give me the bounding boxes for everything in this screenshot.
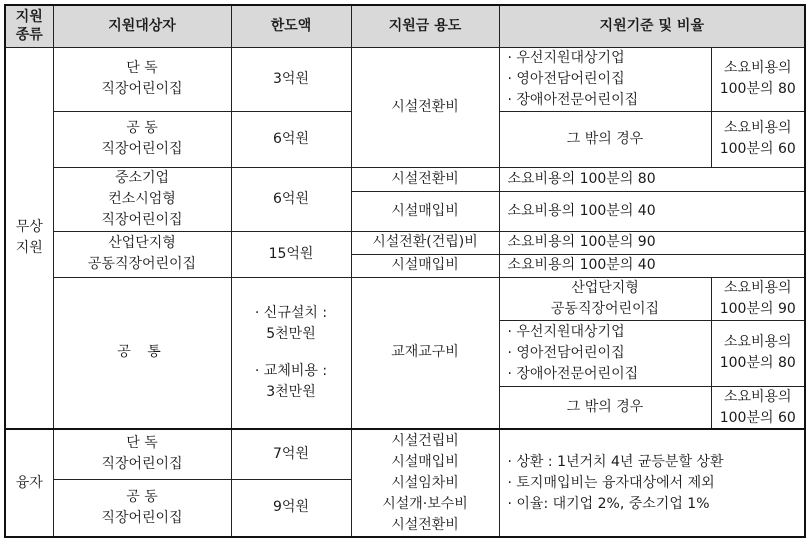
list-item: · 장애아전문어린이집 — [507, 91, 639, 108]
grant-other-case: 그 밖의 경우 — [499, 111, 711, 167]
header-use: 지원금 용도 — [351, 5, 499, 47]
grant-industrial-use-1: 시설전환(건립)비 — [351, 231, 499, 254]
grant-sme-target: 중소기업 컨소시엄형 직장어린이집 — [53, 167, 231, 231]
support-table — [4, 4, 806, 538]
grant-common-other-case: 그 밖의 경우 — [499, 386, 711, 429]
grant-common-industrial-ratio: 소요비용의 100분의 90 — [711, 277, 805, 320]
grant-sme-use-1: 시설전환비 — [351, 167, 499, 191]
grant-industrial-limit: 15억원 — [231, 231, 351, 277]
grant-priority-list — [499, 47, 711, 111]
grant-industrial-ratio-2: 소요비용의 100분의 40 — [499, 254, 805, 277]
loan-single-limit: 7억원 — [231, 429, 351, 479]
grant-common-target: 공 통 — [53, 277, 231, 429]
list-item: · 장애아전문어린이집 — [507, 365, 639, 382]
list-item: · 토지매입비는 융자대상에서 제외 — [507, 474, 715, 491]
grant-sme-ratio-1: 소요비용의 100분의 80 — [499, 167, 805, 191]
grant-sme-use-2: 시설매입비 — [351, 191, 499, 231]
header-target: 지원대상자 — [53, 5, 231, 47]
grant-industrial-use-2: 시설매입비 — [351, 254, 499, 277]
grant-single-limit: 3억원 — [231, 47, 351, 111]
grant-other-ratio: 소요비용의 100분의 60 — [711, 111, 805, 167]
loan-uses: 시설건립비 시설매입비 시설임차비 시설개·보수비 시설전환비 — [351, 429, 499, 537]
loan-joint-target: 공 동 직장어린이집 — [53, 479, 231, 537]
grant-industrial-ratio-1: 소요비용의 100분의 90 — [499, 231, 805, 254]
grant-priority-ratio: 소요비용의 100분의 80 — [711, 47, 805, 111]
grant-joint-target: 공 동 직장어린이집 — [53, 111, 231, 167]
grant-common-priority-list — [499, 320, 711, 386]
grant-type: 무상 지원 — [5, 47, 53, 429]
loan-terms — [499, 429, 805, 537]
limit-replacement: · 교체비용 : 3천만원 — [254, 362, 328, 400]
grant-joint-limit: 6억원 — [231, 111, 351, 167]
list-item: · 우선지원대상기업 — [507, 323, 625, 340]
list-item: · 상환 : 1년거치 4년 균등분할 상환 — [507, 453, 724, 470]
list-item: · 영아전담어린이집 — [507, 344, 625, 361]
grant-common-other-ratio: 소요비용의 100분의 60 — [711, 386, 805, 429]
grant-common-industrial-label: 산업단지형 공동직장어린이집 — [499, 277, 711, 320]
grant-common-use: 교재교구비 — [351, 277, 499, 429]
grant-common-priority-ratio: 소요비용의 100분의 80 — [711, 320, 805, 386]
list-item: · 우선지원대상기업 — [507, 49, 625, 66]
list-item: · 이율: 대기업 2%, 중소기업 1% — [507, 495, 710, 512]
loan-type: 융자 — [5, 429, 53, 537]
limit-new-install: · 신규설치 : 5천만원 — [254, 304, 328, 342]
grant-industrial-target: 산업단지형 공동직장어린이집 — [53, 231, 231, 277]
list-item: · 영아전담어린이집 — [507, 70, 625, 87]
grant-common-limit — [231, 277, 351, 429]
grant-single-target: 단 독 직장어린이집 — [53, 47, 231, 111]
grant-sme-limit: 6억원 — [231, 167, 351, 231]
grant-sme-ratio-2: 소요비용의 100분의 40 — [499, 191, 805, 231]
loan-single-target: 단 독 직장어린이집 — [53, 429, 231, 479]
header-limit: 한도액 — [231, 5, 351, 47]
header-support-type: 지원 종류 — [5, 5, 53, 47]
header-criteria: 지원기준 및 비율 — [499, 5, 805, 47]
loan-joint-limit: 9억원 — [231, 479, 351, 537]
grant-renovation-use: 시설전환비 — [351, 47, 499, 167]
